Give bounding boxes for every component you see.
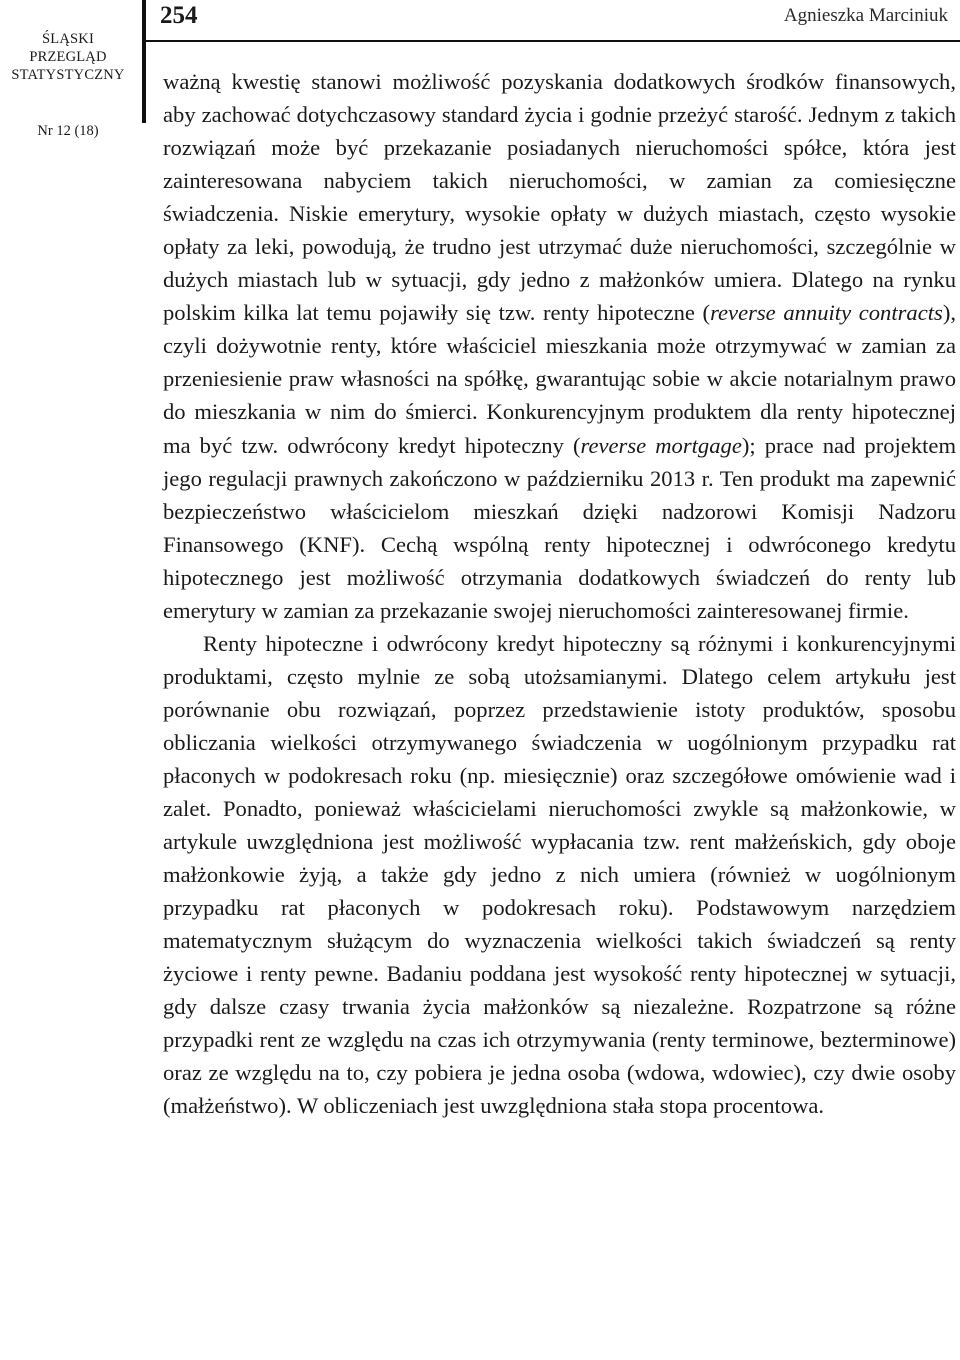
journal-name <box>0 30 136 84</box>
paragraph-1-part-c: ), czyli dożywotnie renty, które właściciel mieszkania może otrzymywać w zamian za przeniesienie praw własności na spółkę, gwarantując sobie w akcie notarialnym prawo do mieszkania w nim do śmierci. Konkurencyjnym produktem dla renty hipotecznej ma być tzw. odwrócony kredyt hipoteczny ( <box>163 300 956 458</box>
paragraph-1 <box>163 65 956 627</box>
issue-number: Nr 12 (18) <box>37 123 99 139</box>
vertical-rule <box>142 0 146 123</box>
journal-name-line-1: ŚLĄSKI <box>42 31 94 47</box>
journal-name-line-3: STATYSTYCZNY <box>11 67 125 83</box>
paragraph-1-term-reverse-annuity: reverse annuity contracts <box>710 300 943 326</box>
page-number: 254 <box>160 2 198 29</box>
paragraph-2: Renty hipoteczne i odwrócony kredyt hipoteczny są różnymi i konkurencyjnymi produktami, często mylnie ze sobą utożsamianymi. Dlatego celem artykułu jest porównanie obu rozwiązań, poprzez przedstawienie istoty produktów, sposobu obliczania wielkości otrzymywanego świadczenia w uogólnionym przypadku rat płaconych w podokresach roku (np. miesięcznie) oraz szczegółowe omówienie wad i zalet. Ponadto, ponieważ właścicielami nieruchomości zwykle są małżonkowie, w artykule uwzględniona jest możliwość wypłacania tzw. rent małżeńskich, gdy oboje małżonkowie żyją, a także gdy jedno z nich umiera (również w uogólnionym przypadku rat płaconych w podokresach roku). Podstawowym narzędziem matematycznym służącym do wyznaczenia wielkości takich świadczeń są renty życiowe i renty pewne. Badaniu poddana jest wysokość renty hipotecznej w sytuacji, gdy dalsze czasy trwania życia małżonków są niezależne. Rozpatrzone są różne przypadki rent ze względu na czas ich otrzymywania (renty terminowe, bezterminowe) oraz ze względu na to, czy pobiera je jedna osoba (wdowa, wdowiec), czy dwie osoby (małżeństwo). W obliczeniach jest uwzględniona stała stopa procentowa. <box>163 630 956 1119</box>
header-rule <box>146 40 960 42</box>
journal-name-line-2: PRZEGLĄD <box>29 49 107 65</box>
paragraph-1-part-a: ważną kwestię stanowi możliwość pozyskania dodatkowych środków finansowych, aby zachować dotychczasowy standard życia i godnie przeżyć starość. Jednym z takich rozwiązań może być przekazanie posiadanych nieruchomości spółce, która jest zainteresowana nabyciem takich nieruchomości, w zamian za comiesięczne świadczenia. Niskie emerytury, wysokie opłaty w dużych miastach, często wysokie opłaty za leki, powodują, że trudno jest utrzymać duże nieruchomości, szczególnie w dużych miastach lub w sytuacji, gdy jedno z małżonków umiera. Dlatego na rynku polskim kilka lat temu pojawiły się tzw. renty hipoteczne ( <box>163 69 956 326</box>
running-head-author: Agnieszka Marciniuk <box>783 5 948 26</box>
article-body <box>163 65 956 1123</box>
paragraph-1-part-e: ); prace nad projektem jego regulacji prawnych zakończono w październiku 2013 r. Ten produkt ma zapewnić bezpieczeństwo właścicielom mieszkań dzięki nadzorowi Komisji Nadzoru Finansowego (KNF). Cechą wspólną renty hipotecznej i odwróconego kredytu hipotecznego jest możliwość otrzymania dodatkowych świadczeń do renty lub emerytury w zamian za przekazanie swojej nieruchomości zainteresowanej firmie. <box>163 432 957 623</box>
paragraph-1-term-reverse-mortgage: reverse mortgage <box>580 432 742 458</box>
